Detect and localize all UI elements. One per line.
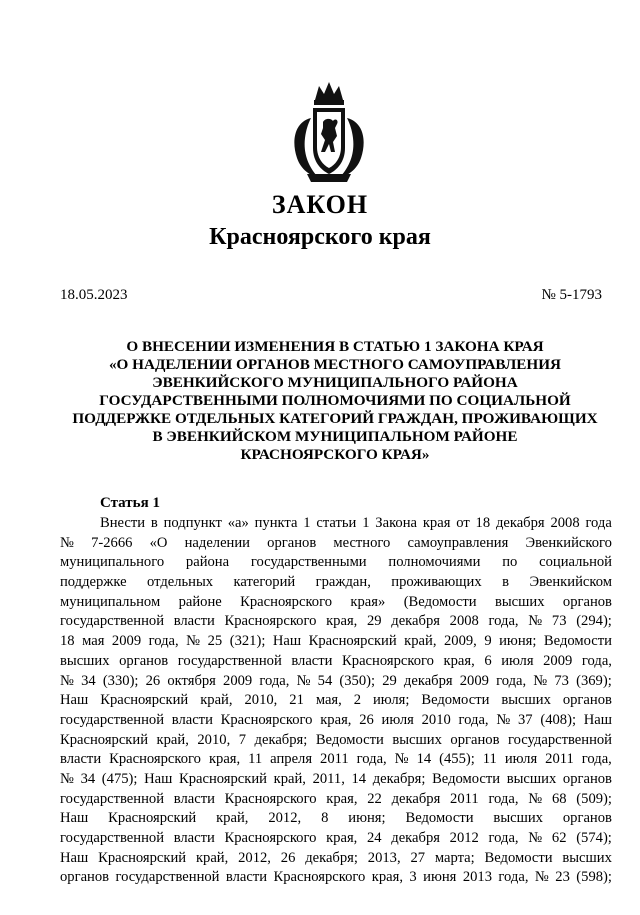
body-word: 18 [475,515,491,531]
body-word: государственной [60,830,165,846]
body-line [60,868,612,888]
body-word: власти [60,751,102,768]
body-word: (408); [540,711,576,728]
body-word: 26 [145,672,161,689]
body-word: 14 [351,770,367,787]
body-word: органов [562,593,612,610]
body-word: Ведомости [432,770,501,787]
body-word: 6 [484,652,492,669]
body-word: июля [381,711,414,728]
body-word: № [534,869,549,886]
body-word: года, [581,652,612,669]
body-word: года, [259,672,290,689]
body-word: (455); [439,751,475,768]
body-word: (294); [576,613,612,630]
body-word: власти [171,711,213,728]
body-word: муниципального [60,554,165,571]
body-word: 34 [80,770,96,787]
body-word: Ведомости [421,692,490,709]
body-word: Наш [60,810,89,827]
body-word: Эвенкийском [529,574,612,591]
body-word: № [528,830,543,846]
body-word: проживающих [391,574,482,591]
body-line [60,829,612,849]
body-word: Закона [375,515,418,531]
body-word: № [496,711,511,728]
body-word: край, [200,692,233,709]
body-word: 7-2666 [91,534,133,551]
body-word: категорий [233,574,296,591]
body-line [60,672,612,692]
body-line [60,652,612,672]
body-word: высших [501,692,551,709]
body-word: отдельных [147,574,214,591]
body-word: декабря [391,830,440,846]
body-word: июня; [499,633,537,650]
body-word: 21 [289,692,304,709]
body-word: высших [493,810,543,827]
body-word: 9 [484,633,492,650]
body-word: года, [458,711,489,728]
body-word: высших [494,593,545,610]
body-word: поддержке [60,574,127,591]
body-word: года, [581,751,612,768]
body-word: декабря [403,672,453,689]
body-word: органов [562,692,612,709]
body-word: органов [562,810,612,827]
body-line [60,593,612,613]
body-word: (475); [101,770,138,787]
body-word: декабря [391,790,441,807]
document-number: № 5-1793 [541,287,602,303]
body-word: края, [320,711,352,728]
body-word: 2010, [244,692,278,709]
article-title: Статья 1 [100,495,160,511]
body-word: 2009 [111,633,142,650]
body-word: года, [148,633,179,650]
body-word: 14 [416,751,432,768]
body-word: от [456,515,470,531]
body-word: 2009, [443,633,477,650]
body-word: края [422,515,451,531]
body-word: 68 [551,790,567,807]
body-word: Красноярский [178,770,267,787]
body-word: высших [562,849,612,866]
body-line [60,711,612,731]
body-word: 25 [207,633,223,650]
heading-line: КРАСНОЯРСКОГО КРАЯ» [240,446,430,463]
body-word: наделении [184,534,250,551]
document-type-title: ЗАКОН [271,190,369,219]
body-word: июня [423,869,457,886]
body-word: 29 [382,672,397,689]
body-word: Ведомости [484,849,553,866]
body-word: пункта [254,515,298,531]
body-word: 8 [321,810,329,827]
body-word: Красноярский [98,849,187,866]
body-word: 73 [551,613,567,630]
body-word: Красноярского [240,593,333,610]
body-word: 2011 [545,751,574,768]
body-word: (350); [339,672,376,689]
body-word: власти [225,869,268,886]
body-word: 34 [81,672,96,689]
body-word: государственной [60,711,165,728]
body-word: декабря [495,515,545,531]
body-word: край, [156,731,189,748]
body-word: Красноярского [224,830,317,846]
body-word: Красноярский [108,810,197,827]
body-word: мая [82,633,105,650]
body-word: 27 [410,849,426,866]
heading-line: О ВНЕСЕНИИ ИЗМЕНЕНИЯ В СТАТЬЮ 1 ЗАКОНА КРАЯ [126,338,544,355]
body-word: 2010, [197,731,231,748]
coat-of-arms-icon [285,78,373,186]
body-word: декабря [391,613,440,630]
body-word: года, [488,790,519,807]
heading-line: ЭВЕНКИЙСКОГО МУНИЦИПАЛЬНОГО РАЙОНА [152,374,518,391]
body-word: край, [195,849,229,866]
body-word: мая, [315,692,342,709]
body-word: (330); [102,672,139,689]
body-word: края, [443,652,475,669]
body-word: 11 [482,751,497,768]
body-word: 1 [303,515,311,531]
body-word: № [60,672,74,689]
body-word: высших [60,652,110,669]
body-word: края, [208,751,241,768]
body-word: в [502,574,509,591]
body-word: края» [350,593,386,610]
body-word: 37 [518,711,533,728]
body-word: Наш [583,711,612,728]
body-word: 2012, [268,810,302,827]
body-word: в [150,515,158,531]
body-word: Ведомости [543,633,612,650]
body-word: Внести [100,515,146,531]
body-word: Красноярский [60,731,149,748]
body-word: 2013, [367,849,401,866]
document-issuer-subtitle: Красноярского края [209,224,431,250]
body-word: Красноярского [224,790,317,807]
body-word: 2011, [312,770,345,787]
body-line [60,553,612,573]
body-word: 62 [551,830,567,846]
body-word: органов [562,770,612,787]
body-line [60,770,612,790]
body-word: 23 [555,869,570,886]
body-word: власти [173,830,215,846]
body-word: государственной [507,731,612,748]
body-word: Наш [60,849,89,866]
heading-line: «О НАДЕЛЕНИИ ОРГАНОВ МЕСТНОГО САМОУПРАВЛЕНИЯ [108,356,562,373]
body-word: Красноярского [342,652,434,669]
body-word: Наш [144,770,173,787]
body-word: 29 [367,613,382,630]
body-word: полномочиями [388,554,481,571]
body-word: 11 [248,751,263,768]
body-word: года, [498,869,529,886]
body-word: Наш [60,692,89,709]
body-word: № [528,790,543,807]
body-word: край, [404,633,437,650]
body-word: 18 [60,633,75,650]
body-word: Наш [272,633,302,650]
body-word: № [528,613,543,630]
body-word: края, [326,830,358,846]
body-word: (509); [576,790,612,807]
body-word: 54 [317,672,333,689]
body-word: социальной [539,554,612,571]
body-word: декабря; [372,770,426,787]
body-word: края, [326,613,358,630]
body-word: апреля [270,751,313,768]
body-word: Красноярский [100,692,189,709]
body-word: край, [216,810,249,827]
body-word: 2011 [450,790,479,807]
body-word: (369); [576,672,612,689]
body-line [60,731,612,751]
body-word: 2009 [223,672,253,689]
body-word: высших [506,770,557,787]
body-word: 2009 [543,652,573,669]
body-line [60,809,612,829]
body-word: 1 [362,515,370,531]
heading-line: В ЭВЕНКИЙСКОМ МУНИЦИПАЛЬНОМ РАЙОНЕ [152,428,518,445]
body-word: № [296,672,311,689]
body-word: 2012, [238,849,271,866]
body-word: по [502,554,518,571]
body-line [60,632,612,652]
body-word: государственной [60,613,165,630]
body-word: № [60,770,74,787]
body-word: органов [119,652,169,669]
body-word: 2 [353,692,362,709]
heading-line: ПОДДЕРЖКЕ ОТДЕЛЬНЫХ КАТЕГОРИЙ ГРАЖДАН, ПРОЖИВАЮЩИХ [72,410,598,427]
body-word: государственной [60,790,165,807]
body-word: 2009 [459,672,489,689]
body-word: 2011 [320,751,349,768]
body-word: года, [488,613,519,630]
body-word: органов [60,869,110,886]
body-word: (574); [576,830,612,846]
law-heading [40,338,630,464]
body-line [60,514,612,534]
body-word: года, [356,751,387,768]
body-line [60,790,612,810]
body-line [60,534,612,554]
body-word: края, [371,869,403,886]
body-word: июля; [373,692,410,709]
body-word: Красноярского [273,869,366,886]
body-word: декабря; [305,849,358,866]
body-word: края, [326,790,358,807]
body-word: край, [273,770,306,787]
body-word: № [186,633,201,650]
body-word: 3 [409,869,417,886]
body-word: местного [333,534,391,551]
body-word: октября [167,672,216,689]
body-word: 2010 [421,711,451,728]
body-word: органов [450,731,500,748]
body-word: 73 [554,672,569,689]
body-word: органов [267,534,317,551]
body-word: Эвенкийского [525,534,612,551]
body-word: декабря; [254,731,308,748]
body-word: 2008 [550,515,580,531]
body-word: Ведомости [405,810,474,827]
body-word: района [185,554,230,571]
body-word: Ведомости [315,731,384,748]
body-word: Красноярского [224,613,317,630]
body-word: подпункт [163,515,222,531]
body-word: № [394,751,409,768]
body-word: Красноярского [220,711,313,728]
body-word: государственной [177,652,282,669]
document-date: 18.05.2023 [60,287,128,303]
body-word: марта; [434,849,475,866]
body-word: власти [291,652,333,669]
body-line [60,750,612,770]
body-line [60,612,612,632]
body-word: года, [496,672,527,689]
body-word: 22 [367,790,382,807]
body-word: высших [392,731,442,748]
body-word: (Ведомости [403,593,477,610]
body-word: «а» [227,515,249,531]
body-word: 24 [367,830,382,846]
body-word: года [585,515,612,531]
body-word: государственной [115,869,220,886]
body-word: 26 [359,711,374,728]
article-body [60,514,612,888]
body-word: власти [173,613,215,630]
body-word: № [60,534,74,551]
body-word: государственными [250,554,367,571]
body-word: статьи [316,515,357,531]
body-word: июня; [348,810,386,827]
body-word: 26 [280,849,296,866]
body-word: года, [488,830,519,846]
body-word: Красноярского [109,751,201,768]
body-word: муниципальном [60,593,161,610]
body-word: 2013 [462,869,492,886]
body-word: 2008 [449,613,479,630]
body-line [60,573,612,593]
body-word: 7 [238,731,247,748]
body-word: власти [173,790,215,807]
body-word: Красноярский [308,633,397,650]
body-word: (321); [229,633,266,650]
body-word: «О [149,534,168,551]
body-word: июля [501,652,534,669]
body-word: июля [504,751,538,768]
body-word: № [533,672,548,689]
body-line [60,691,612,711]
heading-line: ГОСУДАРСТВЕННЫМИ ПОЛНОМОЧИЯМИ ПО СОЦИАЛЬНОЙ [99,392,571,409]
body-word: самоуправления [407,534,509,551]
body-word: 2012 [449,830,479,846]
body-word: (598); [576,869,612,886]
body-word: районе [178,593,222,610]
body-word: граждан, [315,574,371,591]
body-line [60,849,612,869]
